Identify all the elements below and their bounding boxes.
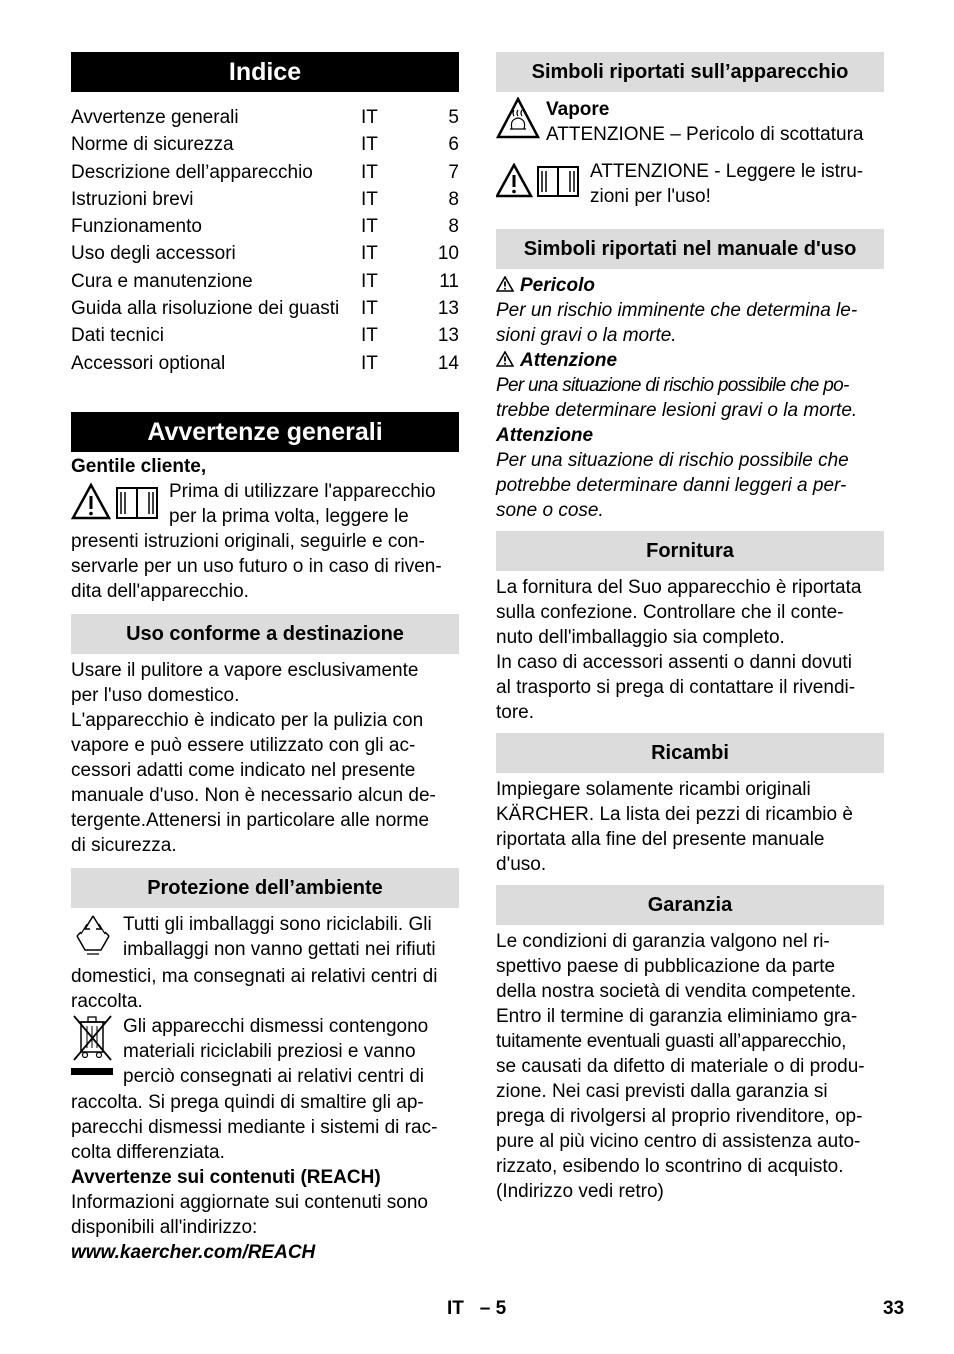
garanzia-line: (Indirizzo vedi retro)	[496, 1181, 664, 1202]
toc-entry-title: Dati tecnici	[71, 325, 164, 347]
uso-text	[71, 658, 459, 858]
avvertenze-heading: Avvertenze generali	[71, 412, 459, 452]
attenzione2-line: sone o cose.	[496, 500, 604, 521]
intro-line: Prima di utilizzare l'apparecchio	[169, 480, 436, 502]
toc-entry[interactable]	[71, 104, 459, 131]
hot-steam-warning-icon	[496, 97, 540, 145]
uso-line: vapore e può essere utilizzato con gli ac-	[71, 734, 416, 756]
simboli-man-text	[496, 273, 884, 523]
toc-entry-title: Guida alla risoluzione dei guasti	[71, 298, 340, 320]
ricambi-text	[496, 777, 884, 877]
attenzione2-title: Attenzione	[496, 425, 594, 446]
pericolo-line: sioni gravi o la morte.	[496, 325, 677, 346]
recycle-line: raccolta.	[71, 990, 143, 1012]
leggere-line: zioni per l'uso!	[590, 186, 711, 207]
left-column	[71, 52, 459, 1265]
toc-entry-lang: IT	[361, 216, 378, 238]
fornitura-line: sulla confezione. Controllare che il conte-	[496, 602, 844, 623]
garanzia-line: della nostra società di vendita competente.	[496, 981, 857, 1002]
footer-lang-page: IT – 5	[447, 1298, 507, 1319]
garanzia-line: spettivo paese di pubblicazione da parte	[496, 956, 836, 977]
ricambi-heading: Ricambi	[496, 733, 884, 773]
fornitura-line: In caso di accessori assenti o danni dovuti	[496, 652, 852, 673]
uso-line: Usare il pulitore a vapore esclusivamente	[71, 659, 419, 681]
reach-line: Informazioni aggiornate sui contenuti sono	[71, 1191, 429, 1213]
recycle-block	[71, 912, 459, 1014]
intro-line: per la prima volta, leggere le	[169, 505, 409, 527]
toc-entry[interactable]	[71, 159, 459, 186]
weee-line: Gli apparecchi dismessi contengono	[123, 1015, 429, 1037]
fornitura-line: nuto dell'imballaggio sia completo.	[496, 627, 785, 648]
uso-line: di sicurezza.	[71, 834, 177, 856]
weee-line: perciò consegnati ai relativi centri di	[123, 1065, 424, 1087]
garanzia-line: zione. Nei casi previsti dalla garanzia si	[496, 1081, 828, 1102]
vapore-text: ATTENZIONE – Pericolo di scottatura	[546, 124, 864, 145]
weee-block	[71, 1014, 459, 1165]
vapore-title: Vapore	[546, 99, 610, 120]
toc-entry-lang: IT	[361, 161, 378, 183]
warning-icon	[71, 482, 161, 522]
vapore-symbol-row	[496, 97, 884, 147]
toc-entry[interactable]	[71, 322, 459, 349]
garanzia-line: pure al più vicino centro di assistenza auto-	[496, 1131, 861, 1152]
fornitura-line: al trasporto si prega di contattare il rivendi-	[496, 677, 856, 698]
fornitura-line: tore.	[496, 702, 535, 723]
uso-line: L'apparecchio è indicato per la pulizia con	[71, 709, 424, 731]
toc-entry-lang: IT	[361, 243, 378, 265]
garanzia-text	[496, 929, 884, 1204]
fornitura-line: La fornitura del Suo apparecchio è riportata	[496, 577, 862, 598]
toc-entry-title: Uso degli accessori	[71, 243, 236, 265]
toc-entry-page: 10	[437, 243, 459, 265]
recycle-line: domestici, ma consegnati ai relativi centri di	[71, 965, 438, 987]
warning-manual-icons	[496, 163, 582, 205]
reach-url-link[interactable]: www.kaercher.com/REACH	[71, 1241, 316, 1263]
attenzione2-line: potrebbe determinare danni leggeri a per-	[496, 475, 847, 496]
toc-entry-page: 14	[437, 352, 459, 374]
toc-entry[interactable]	[71, 240, 459, 267]
toc-entry[interactable]	[71, 268, 459, 295]
intro-block	[71, 479, 459, 604]
toc-list	[71, 104, 459, 377]
ricambi-line: d'uso.	[496, 854, 547, 875]
intro-line: dita dell'apparecchio.	[71, 580, 249, 602]
attenzione-line: Per una situazione di rischio possibile che po-	[496, 375, 849, 396]
toc-entry-lang: IT	[361, 107, 378, 128]
garanzia-line: se causati da difetto di materiale o di produ-	[496, 1056, 865, 1077]
reach-line: disponibili all'indirizzo:	[71, 1216, 258, 1238]
manual-book-icon	[117, 488, 157, 518]
toc-entry[interactable]	[71, 186, 459, 213]
simboli-man-heading: Simboli riportati nel manuale d'uso	[496, 229, 884, 269]
crossed-bin-icon	[71, 1014, 115, 1090]
toc-entry[interactable]	[71, 213, 459, 240]
toc-entry-lang: IT	[361, 352, 378, 374]
toc-entry-page: 5	[448, 107, 459, 128]
uso-heading: Uso conforme a destinazione	[71, 614, 459, 654]
fornitura-text	[496, 575, 884, 725]
ambiente-heading: Protezione dell’ambiente	[71, 868, 459, 908]
uso-line: cessori adatti come indicato nel presente	[71, 759, 416, 781]
toc-entry-page: 13	[437, 325, 459, 347]
simboli-app-heading: Simboli riportati sull’apparecchio	[496, 52, 884, 92]
indice-heading: Indice	[71, 52, 459, 92]
toc-entry-page: 7	[448, 161, 459, 183]
toc-entry-lang: IT	[361, 270, 378, 292]
toc-entry-lang: IT	[361, 325, 378, 347]
garanzia-line: prega di rivolgersi al proprio rivenditore, op-	[496, 1106, 863, 1127]
toc-entry-lang: IT	[361, 298, 378, 320]
warning-icon	[496, 163, 582, 199]
garanzia-line: Le condizioni di garanzia valgono nel ri-	[496, 931, 830, 952]
manual-book-icon	[538, 167, 578, 196]
warning-manual-icons	[71, 482, 161, 528]
pericolo-title: Pericolo	[520, 275, 595, 296]
warning-icon	[496, 276, 514, 292]
uso-line: manuale d'uso. Non è necessario alcun de-	[71, 784, 436, 806]
weee-line: materiali riciclabili preziosi e vanno	[123, 1040, 416, 1062]
right-column	[496, 52, 884, 1204]
garanzia-line: Entro il termine di garanzia eliminiamo gra-	[496, 1006, 858, 1027]
uso-line: per l'uso domestico.	[71, 684, 240, 706]
garanzia-heading: Garanzia	[496, 885, 884, 925]
weee-line: parecchi dismessi mediante i sistemi di rac-	[71, 1116, 438, 1138]
toc-entry-lang: IT	[361, 188, 378, 210]
ricambi-line: Impiegare solamente ricambi originali	[496, 779, 811, 800]
uso-line: tergente.Attenersi in particolare alle norme	[71, 809, 430, 831]
toc-entry-page: 8	[448, 216, 459, 238]
greeting: Gentile cliente,	[71, 455, 207, 477]
ricambi-line: riportata alla fine del presente manuale	[496, 829, 825, 850]
toc-entry-title: Funzionamento	[71, 216, 202, 238]
toc-entry-title: Istruzioni brevi	[71, 188, 194, 210]
recycle-icon	[71, 912, 115, 964]
weee-line: raccolta. Si prega quindi di smaltire gli ap-	[71, 1091, 424, 1113]
toc-entry-page: 11	[439, 270, 459, 292]
toc-entry-lang: IT	[361, 134, 378, 156]
toc-entry-title: Avvertenze generali	[71, 107, 239, 128]
toc-entry-title: Accessori optional	[71, 352, 226, 374]
toc-entry-title: Norme di sicurezza	[71, 134, 234, 156]
ricambi-line: KÄRCHER. La lista dei pezzi di ricambio è	[496, 804, 853, 825]
leggere-symbol-row	[496, 159, 884, 209]
toc-entry-title: Descrizione dell’apparecchio	[71, 161, 313, 183]
toc-entry[interactable]	[71, 295, 459, 322]
toc-entry[interactable]	[71, 131, 459, 158]
garanzia-line: tuitamente eventuali guasti all’apparecchio,	[496, 1031, 847, 1052]
toc-entry-page: 13	[437, 298, 459, 320]
toc-entry-page: 6	[448, 134, 459, 156]
footer-page-number: 33	[883, 1298, 905, 1319]
toc-entry[interactable]	[71, 350, 459, 377]
leggere-line: ATTENZIONE - Leggere le istru-	[590, 161, 864, 182]
reach-title: Avvertenze sui contenuti (REACH)	[71, 1166, 381, 1188]
attenzione-title: Attenzione	[520, 350, 618, 371]
pericolo-line: Per un rischio imminente che determina le-	[496, 300, 858, 321]
fornitura-heading: Fornitura	[496, 531, 884, 571]
attenzione-line: trebbe determinare lesioni gravi o la morte.	[496, 400, 858, 421]
attenzione2-line: Per una situazione di rischio possibile che	[496, 450, 849, 471]
toc-entry-title: Cura e manutenzione	[71, 270, 253, 292]
warning-icon	[496, 351, 514, 367]
intro-line: presenti istruzioni originali, seguirle e con-	[71, 530, 425, 552]
recycle-line: imballaggi non vanno gettati nei rifiuti	[123, 938, 436, 960]
intro-line: servarle per un uso futuro o in caso di riven-	[71, 555, 442, 577]
weee-line: colta differenziata.	[71, 1141, 225, 1163]
recycle-line: Tutti gli imballaggi sono riciclabili. Gli	[123, 913, 432, 935]
toc-entry-page: 8	[448, 188, 459, 210]
garanzia-line: rizzato, esibendo lo scontrino di acquisto.	[496, 1156, 844, 1177]
